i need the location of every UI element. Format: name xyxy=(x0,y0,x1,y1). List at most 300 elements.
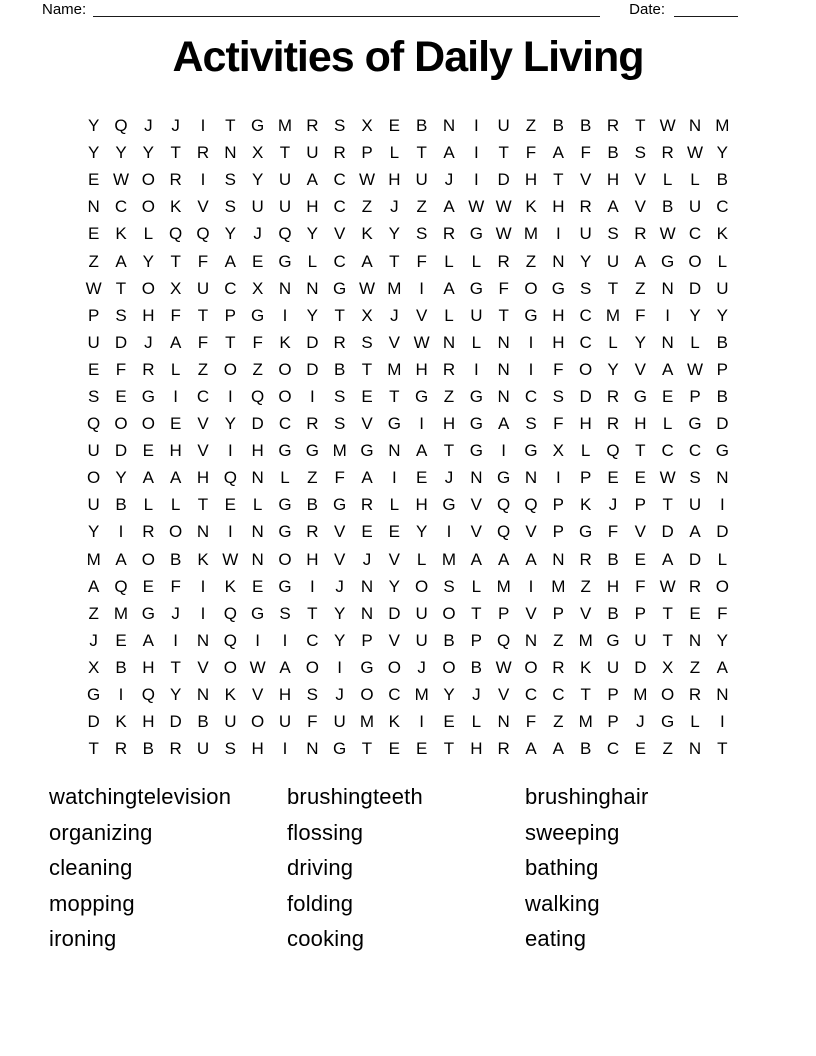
grid-letter: O xyxy=(524,657,538,677)
grid-letter: V xyxy=(197,657,209,677)
grid-letter: V xyxy=(634,197,646,217)
grid-letter: K xyxy=(279,332,291,352)
grid-letter: C xyxy=(524,685,538,705)
grid-letter: G xyxy=(141,603,155,623)
grid-row xyxy=(80,546,736,573)
grid-letter: G xyxy=(415,386,429,406)
grid-letter: T xyxy=(279,143,291,163)
grid-letter: O xyxy=(360,685,374,705)
grid-letter: A xyxy=(279,657,291,677)
word-list-column xyxy=(287,779,525,957)
grid-letter: K xyxy=(579,657,592,677)
grid-letter: T xyxy=(334,305,345,325)
grid-letter: R xyxy=(306,116,319,136)
grid-letter: N xyxy=(497,386,510,406)
grid-letter: E xyxy=(443,712,455,732)
grid-letter: N xyxy=(360,576,374,596)
grid-letter: V xyxy=(361,414,373,434)
grid-letter: L xyxy=(662,170,673,190)
grid-letter: Y xyxy=(388,576,400,596)
grid-row xyxy=(80,464,736,491)
grid-letter: O xyxy=(87,468,101,488)
grid-letter: G xyxy=(497,468,511,488)
grid-letter: E xyxy=(388,739,400,759)
grid-letter: A xyxy=(224,251,236,271)
grid-row xyxy=(80,654,736,681)
name-blank-line xyxy=(93,16,600,17)
grid-letter: P xyxy=(689,386,701,406)
grid-letter: W xyxy=(686,143,704,163)
grid-letter: O xyxy=(169,522,183,542)
grid-letter: H xyxy=(388,170,401,190)
grid-letter: F xyxy=(525,143,537,163)
grid-letter: N xyxy=(306,278,319,298)
grid-letter: O xyxy=(579,359,593,379)
word-item: cleaning xyxy=(49,855,133,880)
grid-letter: T xyxy=(635,441,646,461)
grid-letter: S xyxy=(306,685,318,705)
grid-letter: H xyxy=(251,739,264,759)
grid-letter: Q xyxy=(223,630,237,650)
grid-letter: U xyxy=(579,224,592,244)
grid-letter: Y xyxy=(142,251,154,271)
word-list xyxy=(49,779,763,957)
grid-letter: I xyxy=(528,332,534,352)
grid-letter: O xyxy=(278,359,292,379)
grid-letter: T xyxy=(553,170,564,190)
grid-letter: U xyxy=(87,332,100,352)
grid-letter: E xyxy=(661,386,674,406)
grid-letter: V xyxy=(634,359,646,379)
word-item: bathing xyxy=(525,855,599,880)
grid-letter: S xyxy=(579,278,592,298)
grid-letter: A xyxy=(552,143,564,163)
grid-letter: I xyxy=(501,441,507,461)
grid-letter: Y xyxy=(251,170,264,190)
grid-letter: E xyxy=(251,251,264,271)
grid-letter: I xyxy=(200,170,206,190)
grid-letter: Z xyxy=(553,712,564,732)
grid-letter: I xyxy=(391,468,397,488)
grid-letter: T xyxy=(361,359,373,379)
grid-letter: Q xyxy=(169,224,183,244)
grid-letter: P xyxy=(224,305,236,325)
grid-letter: V xyxy=(333,522,346,542)
grid-letter: A xyxy=(443,197,455,217)
grid-letter: I xyxy=(719,495,725,515)
grid-letter: A xyxy=(470,549,482,569)
grid-letter: N xyxy=(524,468,538,488)
grid-letter: H xyxy=(306,197,319,217)
grid-letter: G xyxy=(579,522,593,542)
grid-letter: F xyxy=(115,359,127,379)
grid-letter: O xyxy=(415,576,429,596)
grid-letter: W xyxy=(659,224,676,244)
word-item: watchingtelevision xyxy=(49,784,232,809)
grid-letter: X xyxy=(361,116,373,136)
grid-letter: N xyxy=(688,116,702,136)
grid-letter: J xyxy=(144,332,153,352)
grid-letter: T xyxy=(607,278,619,298)
grid-letter: N xyxy=(196,522,210,542)
grid-letter: G xyxy=(524,305,538,325)
grid-letter: M xyxy=(387,359,402,379)
grid-letter: Z xyxy=(252,359,263,379)
grid-letter: P xyxy=(634,495,646,515)
grid-letter: F xyxy=(170,576,181,596)
grid-letter: F xyxy=(553,414,564,434)
grid-letter: Y xyxy=(716,143,728,163)
grid-letter: R xyxy=(688,576,702,596)
grid-letter: S xyxy=(415,224,428,244)
grid-letter: A xyxy=(716,657,728,677)
grid-letter: C xyxy=(524,386,538,406)
grid-letter: U xyxy=(606,251,620,271)
grid-letter: U xyxy=(716,278,729,298)
grid-letter: C xyxy=(333,251,346,271)
grid-letter: U xyxy=(688,495,702,515)
grid-letter: T xyxy=(307,603,318,623)
grid-letter: U xyxy=(333,712,346,732)
grid-letter: M xyxy=(715,116,730,136)
grid-letter: N xyxy=(716,468,729,488)
grid-letter: F xyxy=(170,305,181,325)
grid-letter: O xyxy=(278,386,292,406)
grid-letter: S xyxy=(333,116,346,136)
grid-letter: G xyxy=(251,116,265,136)
grid-letter: G xyxy=(278,441,292,461)
grid-letter: L xyxy=(444,251,454,271)
grid-letter: L xyxy=(690,332,700,352)
grid-letter: L xyxy=(170,495,181,515)
grid-letter: B xyxy=(552,116,564,136)
grid-letter: D xyxy=(716,414,729,434)
grid-letter: H xyxy=(606,170,620,190)
grid-letter: K xyxy=(579,495,592,515)
grid-letter: Z xyxy=(361,197,373,217)
grid-letter: Z xyxy=(662,739,673,759)
grid-letter: C xyxy=(579,305,592,325)
grid-letter: R xyxy=(606,116,620,136)
grid-letter: U xyxy=(278,197,292,217)
grid-letter: T xyxy=(170,143,181,163)
grid-letter: Y xyxy=(333,630,346,650)
grid-letter: B xyxy=(716,170,728,190)
grid-letter: Q xyxy=(141,685,155,705)
grid-letter: A xyxy=(443,143,455,163)
grid-letter: X xyxy=(251,143,264,163)
grid-letter: X xyxy=(661,657,674,677)
grid-letter: Q xyxy=(114,116,128,136)
grid-letter: O xyxy=(387,657,401,677)
grid-row xyxy=(80,247,736,274)
grid-letter: Y xyxy=(607,359,619,379)
grid-letter: Y xyxy=(306,305,318,325)
word-item: brushingteeth xyxy=(287,784,423,809)
word-item: flossing xyxy=(287,819,364,845)
grid-letter: V xyxy=(634,522,646,542)
grid-letter: R xyxy=(142,359,155,379)
grid-letter: C xyxy=(333,197,346,217)
grid-letter: N xyxy=(251,549,264,569)
grid-letter: N xyxy=(524,630,538,650)
grid-letter: A xyxy=(661,359,674,379)
grid-letter: L xyxy=(389,495,400,515)
grid-letter: E xyxy=(87,359,100,379)
grid-letter: O xyxy=(141,170,155,190)
grid-letter: C xyxy=(688,441,702,461)
grid-letter: Q xyxy=(223,603,237,623)
grid-letter: E xyxy=(224,495,236,515)
grid-letter: B xyxy=(607,549,619,569)
grid-letter: G xyxy=(551,278,565,298)
grid-letter: D xyxy=(114,332,128,352)
grid-letter: K xyxy=(115,712,127,732)
grid-letter: G xyxy=(469,278,483,298)
grid-letter: X xyxy=(87,657,100,677)
grid-letter: U xyxy=(278,170,292,190)
grid-letter: P xyxy=(497,603,510,623)
grid-letter: J xyxy=(417,657,426,677)
grid-letter: Q xyxy=(251,386,265,406)
grid-letter: V xyxy=(579,170,592,190)
grid-letter: L xyxy=(580,441,591,461)
grid-letter: E xyxy=(361,386,373,406)
grid-letter: B xyxy=(115,657,127,677)
grid-letter: I xyxy=(719,712,725,732)
grid-letter: H xyxy=(415,359,428,379)
grid-letter: H xyxy=(442,414,456,434)
grid-letter: M xyxy=(332,441,347,461)
grid-letter: C xyxy=(333,170,346,190)
grid-letter: Q xyxy=(497,495,511,515)
grid-letter: K xyxy=(169,197,182,217)
grid-row xyxy=(80,139,736,166)
grid-letter: V xyxy=(415,305,428,325)
grid-letter: T xyxy=(170,251,181,271)
grid-letter: H xyxy=(196,468,210,488)
grid-letter: R xyxy=(661,143,674,163)
grid-letter: I xyxy=(337,657,343,677)
grid-letter: Z xyxy=(689,657,701,677)
grid-letter: Y xyxy=(224,224,236,244)
grid-letter: A xyxy=(443,278,455,298)
grid-letter: S xyxy=(224,739,236,759)
grid-letter: Q xyxy=(196,224,210,244)
grid-letter: V xyxy=(525,522,537,542)
grid-letter: V xyxy=(470,495,482,515)
grid-letter: R xyxy=(196,143,210,163)
grid-letter: L xyxy=(717,251,728,271)
grid-letter: S xyxy=(333,386,346,406)
grid-letter: H xyxy=(251,441,264,461)
grid-letter: T xyxy=(580,685,591,705)
grid-letter: N xyxy=(442,332,456,352)
grid-letter: F xyxy=(252,332,263,352)
grid-letter: G xyxy=(715,441,729,461)
grid-letter: V xyxy=(197,414,209,434)
grid-letter: I xyxy=(282,739,288,759)
grid-letter: S xyxy=(607,224,619,244)
grid-letter: B xyxy=(415,116,428,136)
grid-letter: S xyxy=(115,305,127,325)
word-item: folding xyxy=(287,890,354,916)
grid-letter: D xyxy=(87,712,100,732)
grid-letter: W xyxy=(659,576,676,596)
grid-letter: M xyxy=(113,603,129,623)
date-blank-line xyxy=(674,16,738,17)
grid-row xyxy=(80,518,736,545)
grid-letter: T xyxy=(225,332,236,352)
grid-letter: B xyxy=(661,197,674,217)
word-item: ironing xyxy=(49,926,117,951)
grid-letter: W xyxy=(358,170,376,190)
grid-letter: T xyxy=(662,630,673,650)
word-list-column xyxy=(525,779,763,957)
grid-letter: I xyxy=(173,630,179,650)
grid-row xyxy=(80,166,736,193)
grid-letter: I xyxy=(446,522,452,542)
grid-letter: T xyxy=(225,116,236,136)
grid-letter: A xyxy=(361,251,373,271)
grid-letter: Q xyxy=(223,468,237,488)
grid-letter: T xyxy=(197,305,209,325)
grid-letter: S xyxy=(525,414,537,434)
grid-letter: T xyxy=(662,603,673,623)
grid-letter: I xyxy=(555,224,561,244)
grid-letter: W xyxy=(495,657,512,677)
grid-letter: A xyxy=(361,468,373,488)
grid-letter: Q xyxy=(278,224,292,244)
word-item: organizing xyxy=(49,819,153,845)
grid-row xyxy=(80,302,736,329)
grid-letter: L xyxy=(444,305,454,325)
grid-letter: D xyxy=(306,332,319,352)
grid-letter: D xyxy=(497,170,510,190)
grid-letter: Q xyxy=(606,441,620,461)
grid-letter: H xyxy=(579,414,592,434)
grid-letter: I xyxy=(473,359,479,379)
grid-letter: N xyxy=(196,630,210,650)
grid-letter: B xyxy=(306,495,318,515)
grid-letter: P xyxy=(361,630,373,650)
grid-letter: A xyxy=(497,414,510,434)
grid-letter: G xyxy=(333,278,347,298)
grid-letter: G xyxy=(360,657,374,677)
grid-letter: L xyxy=(471,576,482,596)
grid-letter: B xyxy=(142,739,154,759)
grid-letter: T xyxy=(635,116,646,136)
grid-letter: G xyxy=(469,414,483,434)
grid-letter: M xyxy=(523,224,539,244)
grid-letter: K xyxy=(361,224,373,244)
grid-letter: G xyxy=(251,305,265,325)
grid-letter: C xyxy=(196,386,210,406)
grid-letter: W xyxy=(468,197,485,217)
grid-letter: F xyxy=(607,522,619,542)
grid-row xyxy=(80,491,736,518)
grid-letter: R xyxy=(169,170,182,190)
grid-letter: V xyxy=(497,685,510,705)
grid-letter: A xyxy=(142,630,154,650)
grid-letter: A xyxy=(497,549,510,569)
grid-letter: C xyxy=(278,414,292,434)
grid-letter: Y xyxy=(716,305,728,325)
grid-letter: E xyxy=(169,414,182,434)
grid-letter: Q xyxy=(524,495,538,515)
grid-letter: U xyxy=(196,278,210,298)
grid-letter: A xyxy=(115,549,127,569)
grid-letter: O xyxy=(141,549,155,569)
grid-letter: H xyxy=(606,576,620,596)
grid-letter: N xyxy=(251,522,264,542)
grid-letter: I xyxy=(282,630,288,650)
grid-letter: S xyxy=(443,576,455,596)
grid-letter: L xyxy=(170,359,181,379)
grid-letter: N xyxy=(661,278,674,298)
grid-letter: P xyxy=(87,305,100,325)
header xyxy=(0,0,816,18)
grid-letter: C xyxy=(114,197,128,217)
grid-letter: N xyxy=(661,332,674,352)
grid-letter: F xyxy=(635,576,646,596)
grid-letter: R xyxy=(688,685,702,705)
grid-letter: F xyxy=(580,143,591,163)
grid-letter: P xyxy=(607,712,619,732)
grid-letter: D xyxy=(661,522,674,542)
grid-letter: X xyxy=(251,278,264,298)
grid-letter: K xyxy=(224,685,236,705)
grid-letter: N xyxy=(251,468,264,488)
grid-row xyxy=(80,410,736,437)
grid-letter: Y xyxy=(443,685,455,705)
grid-letter: Z xyxy=(525,116,537,136)
grid-letter: I xyxy=(473,143,479,163)
word-item: sweeping xyxy=(525,819,620,845)
grid-letter: G xyxy=(333,739,347,759)
grid-row xyxy=(80,356,736,383)
grid-letter: H xyxy=(142,712,155,732)
grid-letter: U xyxy=(415,603,428,623)
grid-letter: R xyxy=(606,386,620,406)
grid-letter: T xyxy=(115,278,127,298)
grid-letter: I xyxy=(118,685,124,705)
grid-letter: Y xyxy=(634,332,646,352)
grid-letter: Z xyxy=(88,603,99,623)
grid-letter: N xyxy=(87,197,100,217)
grid-letter: B xyxy=(115,495,127,515)
grid-letter: S xyxy=(279,603,291,623)
grid-letter: G xyxy=(469,441,483,461)
grid-letter: C xyxy=(552,685,565,705)
grid-letter: P xyxy=(361,143,373,163)
grid-letter: Y xyxy=(115,468,127,488)
grid-letter: N xyxy=(196,685,210,705)
grid-letter: F xyxy=(197,251,209,271)
grid-letter: U xyxy=(688,197,702,217)
grid-letter: I xyxy=(665,305,671,325)
grid-letter: M xyxy=(578,712,593,732)
grid-letter: T xyxy=(717,739,728,759)
grid-letter: K xyxy=(525,197,537,217)
grid-letter: S xyxy=(552,386,564,406)
grid-letter: V xyxy=(197,441,209,461)
grid-letter: R xyxy=(552,657,565,677)
grid-letter: D xyxy=(114,441,128,461)
grid-letter: Q xyxy=(497,630,511,650)
grid-letter: U xyxy=(415,630,428,650)
grid-letter: R xyxy=(442,359,456,379)
